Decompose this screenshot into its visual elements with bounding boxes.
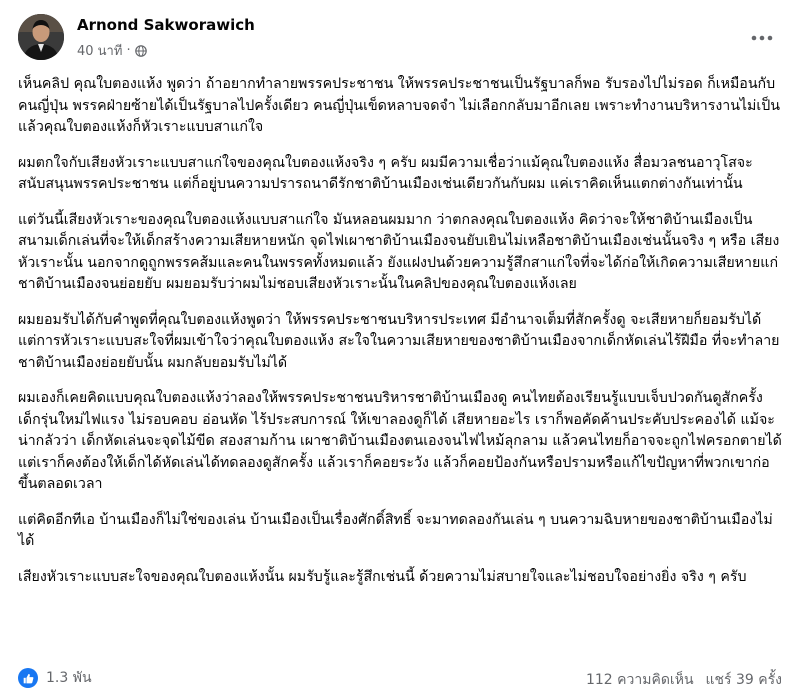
meta-separator: · xyxy=(126,43,131,58)
avatar-image xyxy=(18,14,64,60)
more-options-dots xyxy=(751,35,773,41)
post-stats xyxy=(586,669,782,691)
like-icon xyxy=(18,668,38,688)
post-paragraph: เห็นคลิป คุณใบตองแห้ง พูดว่า ถ้าอยากทำลายพรรคประชาชน ให้พรรคประชาชนเป็นรัฐบาลก็พอ รับรองไปไม่รอด ก็เหมือนกับคนญี่ปุ่น พรรคฝ่ายซ้ายได้เป็นรัฐบาลไปครั้งเดียว คนญี่ปุ่นเข็ดหลาบจดจำ ไม่เลือกกลับมาอีกเลย เพราะทำงานบริหารงานไม่เป็น แล้วคุณใบตองแห้งก็หัวเราะแบบสาแก่ใจ xyxy=(18,76,780,135)
author-name[interactable]: Arnond Sakworawich xyxy=(77,16,255,34)
post-paragraph: แต่วันนี้เสียงหัวเราะของคุณใบตองแห้งแบบสาแก่ใจ มันหลอนผมมาก ว่าตกลงคุณใบตองแห้ง คิดว่าจะให้ชาติบ้านเมืองเป็นสนามเด็กเล่นที่จะให้เด็กสร้างความเสียหายหนัก จุดไฟเผาชาติบ้านเมืองจนยับเยินไม่เหลือชาติบ้านเมืองเช่นนั้นจริง ๆ หรือ เสียงหัวเราะนั้น นอกจากดูถูกพรรคส้มและคนในพรรคทั้งหมดแล้ว ยังแฝงปนด้วยความรู้สึกสาแก่ใจที่จะได้ก่อให้เกิดความเสียหายแก่ชาติบ้านเมืองจนย่อยยับ ผมยอมรับว่าผมไม่ชอบเสียงหัวเราะนั้นในคลิปของคุณใบตองแห้งเลย xyxy=(18,211,780,292)
thumbs-up-glyph xyxy=(23,673,34,684)
globe-icon[interactable] xyxy=(135,45,147,57)
comments-count[interactable]: 112 ความคิดเห็น xyxy=(585,672,694,688)
reactions-summary[interactable] xyxy=(18,667,92,689)
post-paragraph: ผมยอมรับได้กับคำพูดที่คุณใบตองแห้งพูดว่า ให้พรรคประชาชนบริหารประเทศ มีอำนาจเต็มที่สักครั้งดู จะเสียหายก็ยอมรับได้ แต่การหัวเราะแบบสะใจที่ผมเข้าใจว่าคุณใบตองแห้ง สะใจในความเสียหายของชาติบ้านเมืองจากเด็กหัดเล่นไร้ฝีมือ ที่จะทำลายชาติบ้านเมืองย่อยยับนั้น ผมกลับยอมรับไม่ได้ xyxy=(18,311,780,371)
post-footer xyxy=(0,660,800,695)
post-paragraph: แต่คิดอีกทีเอ บ้านเมืองก็ไม่ใช่ของเล่น บ้านเมืองเป็นเรื่องศักดิ์สิทธิ์ จะมาทดลองกันเล่น ๆ บนความฉิบหายของชาติบ้านเมืองไม่ได้ xyxy=(18,511,773,549)
shares-count[interactable]: แชร์ 39 ครั้ง xyxy=(705,672,782,688)
post-body xyxy=(18,74,782,602)
post-header xyxy=(0,0,800,72)
avatar[interactable] xyxy=(18,14,64,60)
post-paragraph: เสียงหัวเราะแบบสะใจของคุณใบตองแห้งนั้น ผมรับรู้และรู้สึกเช่นนี้ ด้วยความไม่สบายใจและไม่ชอบใจอย่างยิ่ง จริง ๆ ครับ xyxy=(18,568,747,585)
more-options-icon[interactable] xyxy=(748,28,776,48)
post-meta xyxy=(77,40,147,61)
reaction-count: 1.3 พัน xyxy=(46,670,92,686)
post-timestamp[interactable]: 40 นาที xyxy=(77,44,123,59)
post-paragraph: ผมตกใจกับเสียงหัวเราะแบบสาแก่ใจของคุณใบตองแห้งจริง ๆ ครับ ผมมีความเชื่อว่าแม้คุณใบตองแห้ง สื่อมวลชนอาวุโสจะสนับสนุนพรรคประชาชน แต่ก็อยู่บนความปรารถนาดีรักชาติบ้านเมืองเช่นเดียวกันกับผม แค่เราคิดเห็นแตกต่างกันเท่านั้น xyxy=(18,154,753,192)
post-paragraph: ผมเองก็เคยคิดแบบคุณใบตองแห้งว่าลองให้พรรคประชาชนบริหารชาติบ้านเมืองดู คนไทยต้องเรียนรู้แบบเจ็บปวดกันดูสักครั้ง เด็กรุ่นใหม่ไฟแรง ไม่รอบคอบ อ่อนหัด ไร้ประสบการณ์ ให้เขาลองดูก็ได้ เสียหายอะไร เราก็พอคัดค้านประคับประคองได้ แม้จะน่ากลัวว่า เด็กหัดเล่นจะจุดไม้ขีด สองสามก้าน เผาชาติบ้านเมืองตนเองจนไฟไหม้ลุกลาม แล้วคนไทยก็อาจจะถูกไฟครอกตายได้ แต่เราก็คงต้องให้เด็กได้หัดเล่นได้ทดลองดูสักครั้ง แล้วเราก็คอยระวัง แล้วก็คอยป้องกันหรือปรามหรือแก้ไขปัญหาที่พวกเขาก่อขึ้นตลอดเวลา xyxy=(18,390,782,492)
